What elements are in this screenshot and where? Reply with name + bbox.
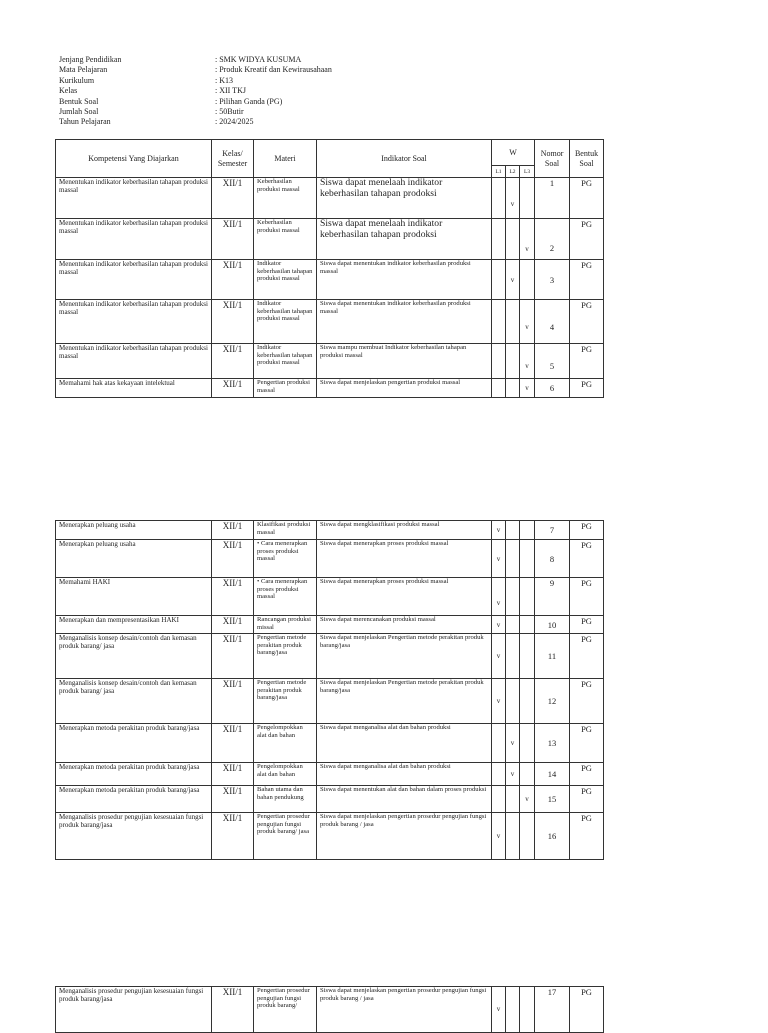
info-label: Kelas [59, 86, 78, 96]
cell-l1: v [492, 813, 506, 860]
cell-l3 [520, 679, 535, 724]
cell-l1: v [492, 540, 506, 578]
cell-materi: Keberhasilan produksi massal [254, 178, 317, 219]
cell-bentuk: PG [570, 813, 604, 860]
header-kelas-semester: Kelas/ Semester [212, 140, 254, 178]
cell-l3: v [520, 219, 535, 260]
cell-nomor: 13 [535, 724, 570, 763]
cell-kompetensi: Menentukan indikator keberhasilan tahapan produksi massal [56, 178, 212, 219]
cell-kompetensi: Memahami HAKI [56, 578, 212, 616]
cell-materi: Pengertian prosedur pengujian fungsi produk barang/ [254, 987, 317, 1033]
cell-l3 [520, 260, 535, 300]
cell-nomor: 5 [535, 344, 570, 379]
cell-l2 [506, 679, 520, 724]
cell-l2: v [506, 724, 520, 763]
cell-l3: v [520, 300, 535, 344]
cell-kelas: XII/1 [212, 786, 254, 813]
cell-bentuk: PG [570, 540, 604, 578]
cell-kompetensi: Menganalisis prosedur pengujian kesesuaian fungsi produk barang/jasa [56, 987, 212, 1033]
cell-nomor: 15 [535, 786, 570, 813]
header-indikator: Indikator Soal [317, 140, 492, 178]
cell-indikator: Siswa dapat menentukan alat dan bahan dalam proses produksi [317, 786, 492, 813]
cell-materi: Pengertian metode perakitan produk barang/jasa [254, 679, 317, 724]
cell-kelas: XII/1 [212, 813, 254, 860]
cell-kompetensi: Menentukan indikator keberhasilan tahapan produksi massal [56, 300, 212, 344]
info-value: : Produk Kreatif dan Kewirausahaan [215, 65, 332, 75]
cell-nomor: 14 [535, 763, 570, 786]
header-nomor-soal: Nomor Soal [535, 140, 570, 178]
header-l2: L2 [506, 166, 520, 178]
table-row [56, 578, 604, 616]
cell-l2 [506, 634, 520, 679]
cell-indikator: Siswa dapat menentukan indikator keberhasilan produksi massal [317, 300, 492, 344]
cell-l2: v [506, 763, 520, 786]
cell-l1 [492, 786, 506, 813]
header-l3: L3 [520, 166, 535, 178]
cell-nomor: 16 [535, 813, 570, 860]
cell-kompetensi: Memahami hak atas kekayaan intelektual [56, 379, 212, 398]
cell-materi: Pengelompokkan alat dan bahan [254, 724, 317, 763]
cell-l3 [520, 521, 535, 540]
cell-kompetensi: Menentukan indikator keberhasilan tahapan produksi massal [56, 344, 212, 379]
cell-nomor: 2 [535, 219, 570, 260]
cell-l1 [492, 260, 506, 300]
cell-kelas: XII/1 [212, 219, 254, 260]
cell-kelas: XII/1 [212, 634, 254, 679]
cell-materi: Pengertian metode perakitan produk barang/jasa [254, 634, 317, 679]
cell-l2 [506, 379, 520, 398]
cell-indikator: Siswa dapat menelaah indikator keberhasilan tahapan prodoksi [317, 219, 492, 260]
cell-indikator: Siswa dapat menganalisa alat dan bahan produksi [317, 724, 492, 763]
cell-materi: • Cara menerapkan proses produksi massal [254, 540, 317, 578]
info-value: : 50Butir [215, 107, 244, 117]
table-row [56, 344, 604, 379]
cell-l2 [506, 344, 520, 379]
cell-kompetensi: Menganalisis konsep desain/contoh dan kemasan produk barang/ jasa [56, 634, 212, 679]
table-row [56, 634, 604, 679]
info-value: : XII TKJ [215, 86, 246, 96]
info-value: : K13 [215, 75, 233, 85]
info-value: : SMK WIDYA KUSUMA [215, 55, 302, 64]
cell-l2 [506, 616, 520, 634]
info-row [59, 65, 332, 75]
table-row [56, 616, 604, 634]
cell-l2 [506, 540, 520, 578]
cell-indikator: Siswa dapat menjelaskan Pengertian metode perakitan produk barang/jasa [317, 679, 492, 724]
cell-l2: v [506, 178, 520, 219]
header-kompetensi: Kompetensi Yang Diajarkan [56, 140, 212, 178]
cell-kompetensi: Menganalisis prosedur pengujian kesesuaian fungsi produk barang/jasa [56, 813, 212, 860]
cell-indikator: Siswa dapat menganalisa alat dan bahan produksi [317, 763, 492, 786]
cell-nomor: 9 [535, 578, 570, 616]
cell-l2 [506, 521, 520, 540]
cell-kompetensi: Menerapkan dan mempresentasikan HAKI [56, 616, 212, 634]
cell-indikator: Siswa dapat menjelaskan pengertian produksi massal [317, 379, 492, 398]
cell-materi: Keberhasilan produksi massal [254, 219, 317, 260]
info-label: Mata Pelajaran [59, 65, 108, 75]
cell-materi: Rancangan produksi missal [254, 616, 317, 634]
cell-kelas: XII/1 [212, 300, 254, 344]
cell-l3 [520, 578, 535, 616]
cell-kompetensi: Menerapkan peluang usaha [56, 540, 212, 578]
cell-bentuk: PG [570, 786, 604, 813]
cell-kelas: XII/1 [212, 616, 254, 634]
cell-nomor: 12 [535, 679, 570, 724]
cell-l2 [506, 813, 520, 860]
cell-materi: Indikator keberhasilan tahapan produksi massal [254, 260, 317, 300]
cell-l1: v [492, 634, 506, 679]
cell-nomor: 4 [535, 300, 570, 344]
cell-l3: v [520, 786, 535, 813]
table-row [56, 987, 604, 1033]
cell-l1 [492, 178, 506, 219]
cell-l2: v [506, 260, 520, 300]
cell-kelas: XII/1 [212, 178, 254, 219]
cell-materi: Pengertian produksi massal [254, 379, 317, 398]
cell-l3 [520, 178, 535, 219]
header-materi: Materi [254, 140, 317, 178]
cell-kelas: XII/1 [212, 987, 254, 1033]
cell-kelas: XII/1 [212, 379, 254, 398]
cell-bentuk: PG [570, 521, 604, 540]
cell-nomor: 17 [535, 987, 570, 1033]
table-row [56, 219, 604, 260]
header-bentuk-soal: Bentuk Soal [570, 140, 604, 178]
cell-l1 [492, 344, 506, 379]
kisi-kisi-table-page-2 [55, 520, 604, 860]
cell-l1 [492, 763, 506, 786]
cell-materi: • Cara menerapkan proses produksi massal [254, 578, 317, 616]
cell-l1: v [492, 987, 506, 1033]
cell-l3 [520, 724, 535, 763]
cell-l2 [506, 987, 520, 1033]
cell-l3 [520, 987, 535, 1033]
cell-bentuk: PG [570, 679, 604, 724]
cell-kompetensi: Menerapkan metoda perakitan produk barang/jasa [56, 763, 212, 786]
cell-indikator: Siswa dapat mengklasifikasi produksi massal [317, 521, 492, 540]
info-row [59, 76, 332, 86]
table-row [56, 763, 604, 786]
table-row [56, 679, 604, 724]
info-row [59, 107, 332, 117]
cell-l3: v [520, 344, 535, 379]
info-value: : 2024/2025 [215, 117, 254, 127]
header-l1: L1 [492, 166, 506, 178]
cell-l1: v [492, 679, 506, 724]
cell-materi: Bahan utama dan bahan pendukung [254, 786, 317, 813]
cell-kompetensi: Menerapkan metoda perakitan produk barang/jasa [56, 786, 212, 813]
info-value: : Pilihan Ganda (PG) [215, 96, 283, 106]
cell-indikator: Siswa mampu membuat Indikator keberhasilan tahapan produksi massal [317, 344, 492, 379]
cell-bentuk: PG [570, 616, 604, 634]
cell-kelas: XII/1 [212, 540, 254, 578]
cell-kelas: XII/1 [212, 344, 254, 379]
info-row [59, 97, 332, 107]
cell-l1 [492, 219, 506, 260]
table-row [56, 260, 604, 300]
cell-bentuk: PG [570, 219, 604, 260]
cell-kompetensi: Menganalisis konsep desain/contoh dan kemasan produk barang/ jasa [56, 679, 212, 724]
cell-materi: Indikator keberhasilan tahapan produksi massal [254, 344, 317, 379]
cell-bentuk: PG [570, 578, 604, 616]
cell-l2 [506, 219, 520, 260]
cell-bentuk: PG [570, 987, 604, 1033]
cell-materi: Klasifikasi produksi massal [254, 521, 317, 540]
cell-nomor: 8 [535, 540, 570, 578]
cell-l1: v [492, 578, 506, 616]
header-w: W [492, 140, 535, 166]
kisi-kisi-table-page-3 [55, 986, 604, 1033]
cell-l1 [492, 724, 506, 763]
cell-indikator: Siswa dapat menerapkan proses produksi massal [317, 540, 492, 578]
cell-materi: Indikator keberhasilan tahapan produksi massal [254, 300, 317, 344]
cell-indikator: Siswa dapat merencanakan produksi massal [317, 616, 492, 634]
table-row [56, 178, 604, 219]
cell-l2 [506, 786, 520, 813]
cell-indikator: Siswa dapat menjelaskan pengertian prosedur pengujian fungsi produk barang / jasa [317, 987, 492, 1033]
cell-l1: v [492, 521, 506, 540]
info-row [59, 86, 332, 96]
cell-materi: Pengertian prosedur pengujian fungsi produk barang/ jasa [254, 813, 317, 860]
info-row [59, 117, 332, 127]
cell-indikator: Siswa dapat menelaah indikator keberhasilan tahapan prodoksi [317, 178, 492, 219]
cell-bentuk: PG [570, 260, 604, 300]
cell-indikator: Siswa dapat menentukan indikator keberhasilan produksi massal [317, 260, 492, 300]
cell-l3 [520, 763, 535, 786]
table-row [56, 521, 604, 540]
info-row [59, 55, 332, 65]
cell-l3: v [520, 379, 535, 398]
cell-l1 [492, 300, 506, 344]
info-label: Kurikulum [59, 75, 95, 85]
table-row [56, 813, 604, 860]
info-label: Jumlah Soal [59, 107, 99, 117]
info-label: Jenjang Pendidikan [59, 55, 122, 64]
cell-bentuk: PG [570, 379, 604, 398]
table-row [56, 300, 604, 344]
cell-kompetensi: Menentukan indikator keberhasilan tahapan produksi massal [56, 219, 212, 260]
cell-nomor: 10 [535, 616, 570, 634]
cell-indikator: Siswa dapat menerapkan proses produksi massal [317, 578, 492, 616]
cell-bentuk: PG [570, 300, 604, 344]
cell-kompetensi: Menentukan indikator keberhasilan tahapan produksi massal [56, 260, 212, 300]
cell-l3 [520, 813, 535, 860]
cell-kompetensi: Menerapkan peluang usaha [56, 521, 212, 540]
table-row [56, 379, 604, 398]
cell-kelas: XII/1 [212, 763, 254, 786]
cell-kompetensi: Menerapkan metoda perakitan produk barang/jasa [56, 724, 212, 763]
info-label: Tahun Pelajaran [59, 117, 111, 127]
cell-bentuk: PG [570, 178, 604, 219]
cell-bentuk: PG [570, 763, 604, 786]
table-row [56, 724, 604, 763]
cell-kelas: XII/1 [212, 260, 254, 300]
info-label: Bentuk Soal [59, 96, 99, 106]
cell-l3 [520, 540, 535, 578]
table-row [56, 540, 604, 578]
cell-l1: v [492, 616, 506, 634]
cell-nomor: 11 [535, 634, 570, 679]
cell-bentuk: PG [570, 344, 604, 379]
cell-nomor: 6 [535, 379, 570, 398]
cell-l2 [506, 300, 520, 344]
cell-l3 [520, 616, 535, 634]
cell-kelas: XII/1 [212, 521, 254, 540]
table-row [56, 786, 604, 813]
cell-l3 [520, 634, 535, 679]
cell-kelas: XII/1 [212, 679, 254, 724]
cell-nomor: 3 [535, 260, 570, 300]
cell-l2 [506, 578, 520, 616]
cell-kelas: XII/1 [212, 724, 254, 763]
cell-bentuk: PG [570, 634, 604, 679]
cell-nomor: 1 [535, 178, 570, 219]
document-info [59, 55, 332, 128]
cell-nomor: 7 [535, 521, 570, 540]
kisi-kisi-table-page-1 [55, 139, 604, 398]
cell-l1 [492, 379, 506, 398]
cell-bentuk: PG [570, 724, 604, 763]
cell-materi: Pengelompokkan alat dan bahan [254, 763, 317, 786]
cell-kelas: XII/1 [212, 578, 254, 616]
cell-indikator: Siswa dapat menjelaskan pengertian prosedur pengujian fungsi produk barang / jasa [317, 813, 492, 860]
cell-indikator: Siswa dapat menjelaskan Pengertian metode perakitan produk barang/jasa [317, 634, 492, 679]
